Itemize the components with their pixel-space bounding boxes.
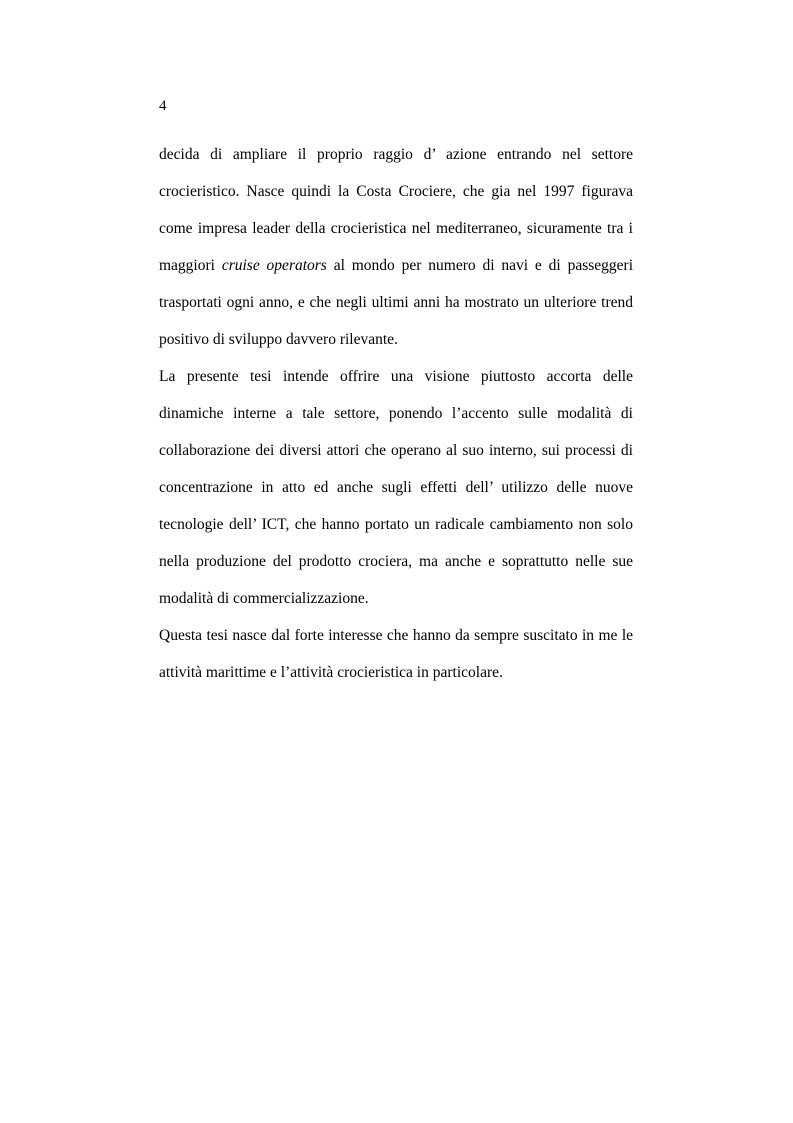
text-line [159, 624, 633, 661]
paragraph [159, 365, 633, 624]
text-segment: nella produzione del prodotto crociera, ma anche e soprattutto nelle sue [159, 553, 633, 570]
page-number: 4 [159, 98, 167, 114]
text-line [159, 587, 633, 624]
text-segment: dinamiche interne a tale settore, ponendo l’accento sulle modalità di [159, 405, 633, 422]
text-segment: Questa tesi nasce dal forte interesse che hanno da sempre suscitato in me le [159, 627, 633, 644]
text-line [159, 476, 633, 513]
text-line [159, 513, 633, 550]
text-line [159, 402, 633, 439]
text-segment: crocieristico. Nasce quindi la Costa Crociere, che gia nel 1997 figurava [159, 183, 633, 200]
italic-text: cruise operators [221, 257, 327, 274]
text-segment: collaborazione dei diversi attori che operano al suo interno, sui processi di [159, 442, 633, 459]
body-text [159, 143, 633, 698]
text-segment: positivo di sviluppo davvero rilevante. [159, 331, 398, 348]
text-line [159, 143, 633, 180]
text-line [159, 254, 633, 291]
text-segment: La presente tesi intende offrire una visione piuttosto accorta delle [159, 368, 633, 385]
text-segment: come impresa leader della crocieristica nel mediterraneo, sicuramente tra i [159, 220, 633, 237]
text-segment: tecnologie dell’ ICT, che hanno portato un radicale cambiamento non solo [159, 516, 633, 533]
text-line [159, 550, 633, 587]
text-line [159, 365, 633, 402]
text-segment: trasportati ogni anno, e che negli ultimi anni ha mostrato un ulteriore trend [159, 294, 633, 311]
text-segment: maggiori [159, 257, 222, 274]
text-segment: attività marittime e l’attività crocieristica in particolare. [159, 664, 503, 681]
text-line [159, 291, 633, 328]
paragraph [159, 143, 633, 365]
text-line [159, 439, 633, 476]
text-segment: decida di ampliare il proprio raggio d’ azione entrando nel settore [159, 146, 633, 163]
text-line [159, 328, 633, 365]
text-segment: modalità di commercializzazione. [159, 590, 369, 607]
text-segment: al mondo per numero di navi e di passeggeri [326, 257, 633, 274]
text-segment: concentrazione in atto ed anche sugli effetti dell’ utilizzo delle nuove [159, 479, 633, 496]
text-line [159, 661, 633, 698]
text-line [159, 217, 633, 254]
paragraph [159, 624, 633, 698]
text-line [159, 180, 633, 217]
